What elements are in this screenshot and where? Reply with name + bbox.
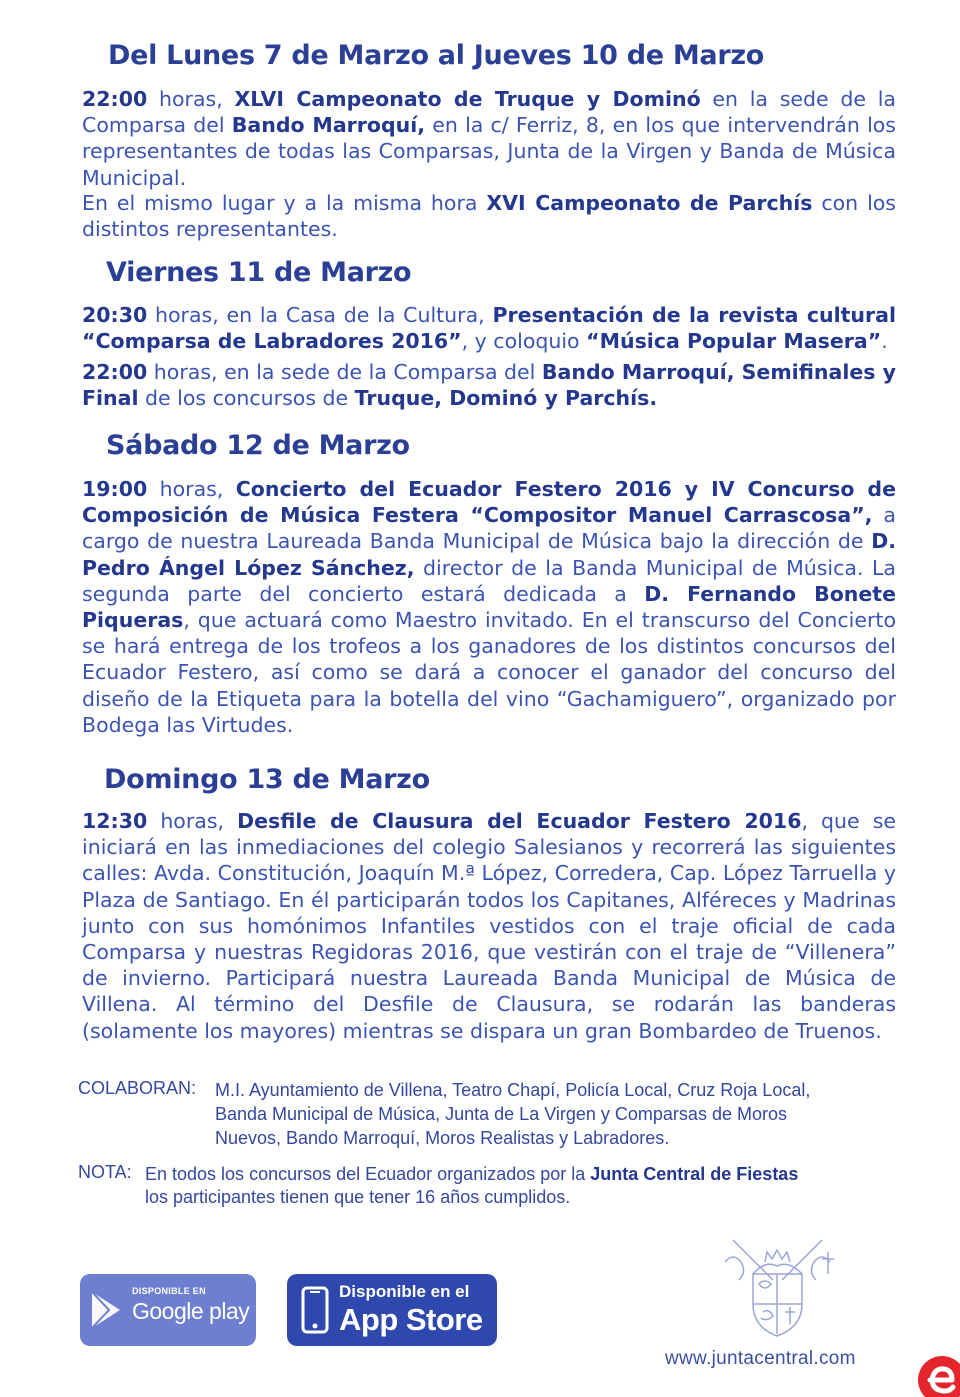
paragraph-semifinales: 22:00 horas, en la sede de la Comparsa del Bando Marroquí, Semifinales y Final de los concursos de Truque, Dominó y Parchís. — [82, 360, 896, 411]
colaboran-line-3: Nuevos, Bando Marroquí, Moros Realistas y Labradores. — [215, 1128, 670, 1148]
paragraph-parchis: En el mismo lugar y a la misma hora XVI Campeonato de Parchís con los distintos representantes. — [82, 191, 896, 242]
app-store-label: App Store — [339, 1302, 483, 1337]
section-heading-domingo: Domingo 13 de Marzo — [104, 764, 430, 795]
section-heading-sabado: Sábado 12 de Marzo — [106, 430, 410, 461]
paragraph-concierto: 19:00 horas, Concierto del Ecuador Festero 2016 y IV Concurso de Composición de Música Festera “Compositor Manuel Carrascosa”, a cargo de nuestra Laureada Banda Municipal de Música bajo la dirección de D. Pedro Ángel López Sánchez, director de la Banda Municipal de Música. La segunda parte del concierto estará dedicada a D. Fernando Bonete Piqueras, que actuará como Maestro invitado. En el transcurso del Concierto se hará entrega de los trofeos a los ganadores de los distintos concursos del Ecuador Festero, así como se dará a conocer el ganador del concurso del diseño de la Etiqueta para la botella del vino “Gachamiguero”, organizado por Bodega las Virtudes. — [82, 477, 896, 737]
google-play-small-text: DISPONIBLE EN — [132, 1286, 206, 1296]
section-heading-viernes: Viernes 11 de Marzo — [106, 257, 412, 288]
paragraph-desfile: 12:30 horas, Desfile de Clausura del Ecuador Festero 2016, que se iniciará en las inmediaciones del colegio Salesianos y recorrerá las siguientes calles: Avda. Constitución, Joaquín M.ª López, Corredera, Cap. López Tarruella y Plaza de Santiago. En él participarán todos los Capitanes, Alféreces y Madrinas junto con sus homónimos Infantiles vestidos con el traje oficial de cada Comparsa y nuestras Regidoras 2016, que vestirán con el traje de “Villenera” de invierno. Participará nuestra Laureada Banda Municipal de Música de Villena. Al término del Desfile de Clausura, se rodarán las banderas (solamente los mayores) mientras se dispara un gran Bombardeo de Truenos. — [82, 809, 896, 1043]
google-play-badge[interactable] — [80, 1274, 256, 1346]
colaboran-line-1: M.I. Ayuntamiento de Villena, Teatro Chapí, Policía Local, Cruz Roja Local, — [215, 1080, 811, 1100]
colaboran-label: COLABORAN: — [78, 1078, 197, 1098]
smartphone-icon — [301, 1286, 329, 1334]
app-store-badge[interactable] — [287, 1274, 497, 1346]
coat-of-arms-icon — [715, 1232, 840, 1342]
nota-line-2: los participantes tienen que tener 16 años cumplidos. — [145, 1187, 571, 1207]
google-play-icon — [90, 1290, 128, 1330]
corner-logo-icon — [912, 1350, 960, 1397]
section-heading-lunes: Del Lunes 7 de Marzo al Jueves 10 de Marzo — [108, 40, 765, 71]
app-store-small-text: Disponible en el — [339, 1282, 470, 1301]
nota-label: NOTA: — [78, 1162, 132, 1182]
nota-line-1: En todos los concursos del Ecuador organizados por la Junta Central de Fiestas — [145, 1164, 799, 1184]
google-play-label: Google play — [132, 1298, 250, 1324]
paragraph-presentacion-revista: 20:30 horas, en la Casa de la Cultura, Presentación de la revista cultural “Comparsa de Labradores 2016”, y coloquio “Música Popular Masera”. — [82, 303, 897, 354]
colaboran-line-2: Banda Municipal de Música, Junta de La Virgen y Comparsas de Moros — [215, 1104, 787, 1124]
footer-url[interactable]: www.juntacentral.com — [665, 1348, 856, 1369]
paragraph-truque-domino: 22:00 horas, XLVI Campeonato de Truque y Dominó en la sede de la Comparsa del Bando Marroquí, en la c/ Ferriz, 8, en los que intervendrán los representantes de todas las Comparsas, Junta de la Virgen y Banda de Música Municipal. — [82, 87, 896, 190]
